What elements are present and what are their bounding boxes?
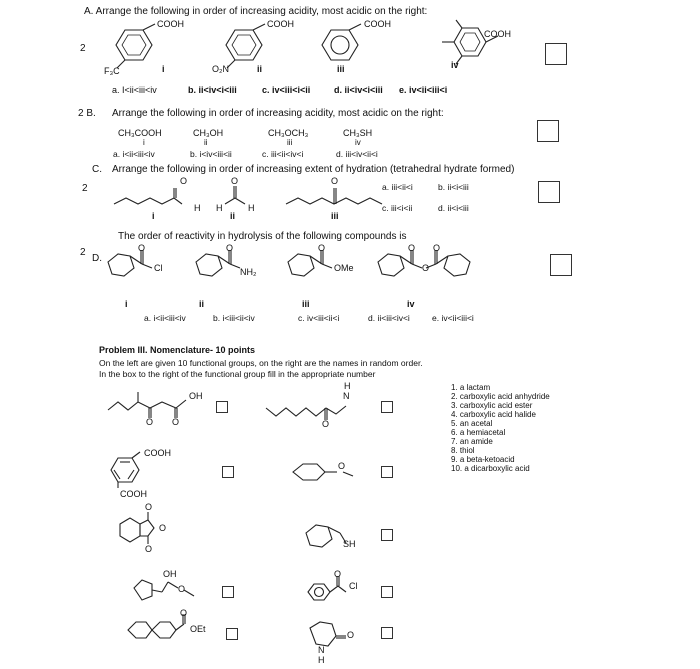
fg10-n: N bbox=[318, 645, 325, 655]
section-c-label: C. bbox=[92, 164, 102, 175]
fg1-box[interactable] bbox=[216, 401, 228, 413]
name-item-8: 8. thiol bbox=[451, 446, 475, 455]
d-iv-o1: O bbox=[408, 243, 416, 253]
name-item-1: 1. a lactam bbox=[451, 383, 491, 392]
c-option-a: a. iii<ii<i bbox=[382, 182, 413, 192]
d-i-o: O bbox=[138, 243, 146, 253]
c-iii-o: O bbox=[331, 176, 339, 186]
fg2-n: N bbox=[343, 391, 350, 401]
a-iv-cooh: COOH bbox=[484, 29, 511, 39]
fg9-oet: OEt bbox=[190, 624, 206, 634]
d-iii-number: iii bbox=[302, 299, 310, 309]
section-d-points: 2 bbox=[80, 247, 86, 258]
problem3-title: Problem III. Nomenclature- 10 points bbox=[99, 345, 256, 355]
fg10-h: H bbox=[318, 655, 325, 665]
answer-box-c[interactable] bbox=[538, 181, 560, 203]
fg1-o2: O bbox=[172, 417, 180, 427]
b-compound-3: CH₃OCH₃ bbox=[268, 128, 309, 138]
a-option-c: c. iv<iii<i<ii bbox=[262, 85, 311, 95]
fg10-o: O bbox=[347, 630, 355, 640]
a-option-a: a. I<ii<iii<iv bbox=[112, 85, 157, 95]
section-d-heading: The order of reactivity in hydrolysis of the following compounds is bbox=[118, 231, 407, 242]
problem3-instruction-2: In the box to the right of the functional group fill in the appropriate number bbox=[99, 369, 376, 379]
answer-box-a[interactable] bbox=[545, 43, 567, 65]
fg-thiol bbox=[298, 515, 368, 555]
section-b-label: 2 B. bbox=[78, 108, 96, 119]
fg1-oh: OH bbox=[189, 391, 203, 401]
problem3-instruction-1: On the left are given 10 functional groups, on the right are the names in random order. bbox=[99, 358, 423, 368]
name-item-5: 5. an acetal bbox=[451, 419, 493, 428]
name-item-3: 3. carboxylic acid ester bbox=[451, 401, 533, 410]
d-iv-o3: O bbox=[433, 243, 441, 253]
b-option-c: c. iii<ii<iv<i bbox=[262, 149, 304, 159]
d-iv-o2: O bbox=[422, 263, 430, 273]
fg10-box[interactable] bbox=[381, 627, 393, 639]
b-compound-1-num: i bbox=[143, 138, 145, 147]
fg4-box[interactable] bbox=[381, 466, 393, 478]
name-item-6: 6. a hemiacetal bbox=[451, 428, 506, 437]
section-c-heading: Arrange the following in order of increasing extent of hydration (tetrahedral hydrate formed) bbox=[112, 164, 515, 175]
fg8-o: O bbox=[334, 569, 342, 579]
c-i-h: H bbox=[194, 203, 201, 213]
c-ii-h1: H bbox=[216, 203, 223, 213]
d-iii-ome: OMe bbox=[334, 263, 354, 273]
structure-a-iii bbox=[315, 20, 415, 80]
fg7-box[interactable] bbox=[222, 586, 234, 598]
fg8-cl: Cl bbox=[349, 581, 358, 591]
c-ii-h2: H bbox=[248, 203, 255, 213]
b-compound-2-num: ii bbox=[204, 138, 208, 147]
c-i-o: O bbox=[180, 176, 188, 186]
c-ii-number: ii bbox=[230, 211, 236, 221]
fg7-o: O bbox=[178, 584, 186, 594]
c-i-number: i bbox=[152, 211, 155, 221]
b-compound-4: CH₃SH bbox=[343, 128, 373, 138]
fg5-o3: O bbox=[145, 544, 153, 554]
d-iv-number: iv bbox=[407, 299, 415, 309]
fg5-o1: O bbox=[145, 502, 153, 512]
d-ii-nh2: NH₂ bbox=[240, 267, 257, 277]
name-item-10: 10. a dicarboxylic acid bbox=[451, 464, 530, 473]
fg7-oh: OH bbox=[163, 569, 177, 579]
name-item-4: 4. carboxylic acid halide bbox=[451, 410, 536, 419]
d-option-a: a. i<ii<iii<iv bbox=[144, 313, 186, 323]
name-item-2: 2. carboxylic acid anhydride bbox=[451, 392, 550, 401]
fg9-box[interactable] bbox=[226, 628, 238, 640]
section-d-label: D. bbox=[92, 253, 102, 264]
d-i-number: i bbox=[125, 299, 128, 309]
fg9-o: O bbox=[180, 608, 188, 618]
fg2-o: O bbox=[322, 419, 330, 429]
structure-a-iv bbox=[420, 20, 530, 80]
a-ii-o2n: O₂N bbox=[212, 64, 229, 74]
fg-acetal bbox=[285, 458, 365, 488]
a-i-f3c: F₃C bbox=[104, 66, 120, 76]
a-iii-number: iii bbox=[337, 64, 345, 74]
d-ii-o: O bbox=[226, 243, 234, 253]
a-ii-number: ii bbox=[257, 64, 263, 74]
name-item-7: 7. an amide bbox=[451, 437, 493, 446]
c-option-c: c. iii<i<ii bbox=[382, 203, 413, 213]
d-ii-number: ii bbox=[199, 299, 205, 309]
section-b-heading: Arrange the following in order of increasing acidity, most acidic on the right: bbox=[112, 108, 444, 119]
d-option-c: c. iv<iii<ii<i bbox=[298, 313, 340, 323]
fg1-o1: O bbox=[146, 417, 154, 427]
fg6-sh: SH bbox=[343, 539, 356, 549]
a-option-e: e. iv<ii<iii<i bbox=[399, 85, 448, 95]
a-ii-cooh: COOH bbox=[267, 19, 294, 29]
fg2-h: H bbox=[344, 381, 351, 391]
fg3-box[interactable] bbox=[222, 466, 234, 478]
fg8-box[interactable] bbox=[381, 586, 393, 598]
fg-amide bbox=[260, 388, 380, 428]
b-compound-2: CH₃OH bbox=[193, 128, 224, 138]
d-iii-o: O bbox=[318, 243, 326, 253]
a-iii-cooh: COOH bbox=[364, 19, 391, 29]
b-compound-4-num: iv bbox=[355, 138, 361, 147]
a-i-cooh: COOH bbox=[157, 19, 184, 29]
b-option-b: b. i<iv<iii<ii bbox=[190, 149, 232, 159]
d-option-e: e. iv<ii<iii<i bbox=[432, 313, 474, 323]
name-item-9: 9. a beta-ketoacid bbox=[451, 455, 515, 464]
fg5-o2: O bbox=[159, 523, 167, 533]
b-option-d: d. iii<iv<ii<i bbox=[336, 149, 378, 159]
section-a-heading: A. Arrange the following in order of increasing acidity, most acidic on the right: bbox=[84, 6, 428, 17]
c-ii-o: O bbox=[231, 176, 239, 186]
a-iv-number: iv bbox=[451, 60, 459, 70]
c-iii-number: iii bbox=[331, 211, 339, 221]
structure-c-i bbox=[110, 178, 220, 218]
answer-box-b[interactable] bbox=[537, 120, 559, 142]
d-option-b: b. i<iii<ii<iv bbox=[213, 313, 255, 323]
a-i-number: i bbox=[162, 64, 165, 74]
answer-box-d[interactable] bbox=[550, 254, 572, 276]
d-i-cl: Cl bbox=[154, 263, 163, 273]
section-c-points: 2 bbox=[82, 183, 88, 194]
c-option-b: b. ii<i<iii bbox=[438, 182, 469, 192]
section-a-points: 2 bbox=[80, 43, 86, 54]
fg-ester bbox=[120, 610, 200, 650]
a-option-d: d. ii<iv<i<iii bbox=[334, 85, 383, 95]
a-option-b: b. ii<iv<i<iii bbox=[188, 85, 237, 95]
fg2-box[interactable] bbox=[381, 401, 393, 413]
b-option-a: a. i<ii<iii<iv bbox=[113, 149, 155, 159]
d-option-d: d. ii<iii<iv<i bbox=[368, 313, 410, 323]
b-compound-3-num: iii bbox=[287, 138, 293, 147]
fg6-box[interactable] bbox=[381, 529, 393, 541]
fg4-o: O bbox=[338, 461, 346, 471]
fg3-cooh-1: COOH bbox=[144, 448, 171, 458]
fg3-cooh-2: COOH bbox=[120, 489, 147, 499]
c-option-d: d. ii<i<iii bbox=[438, 203, 469, 213]
b-compound-1: CH₃COOH bbox=[118, 128, 162, 138]
